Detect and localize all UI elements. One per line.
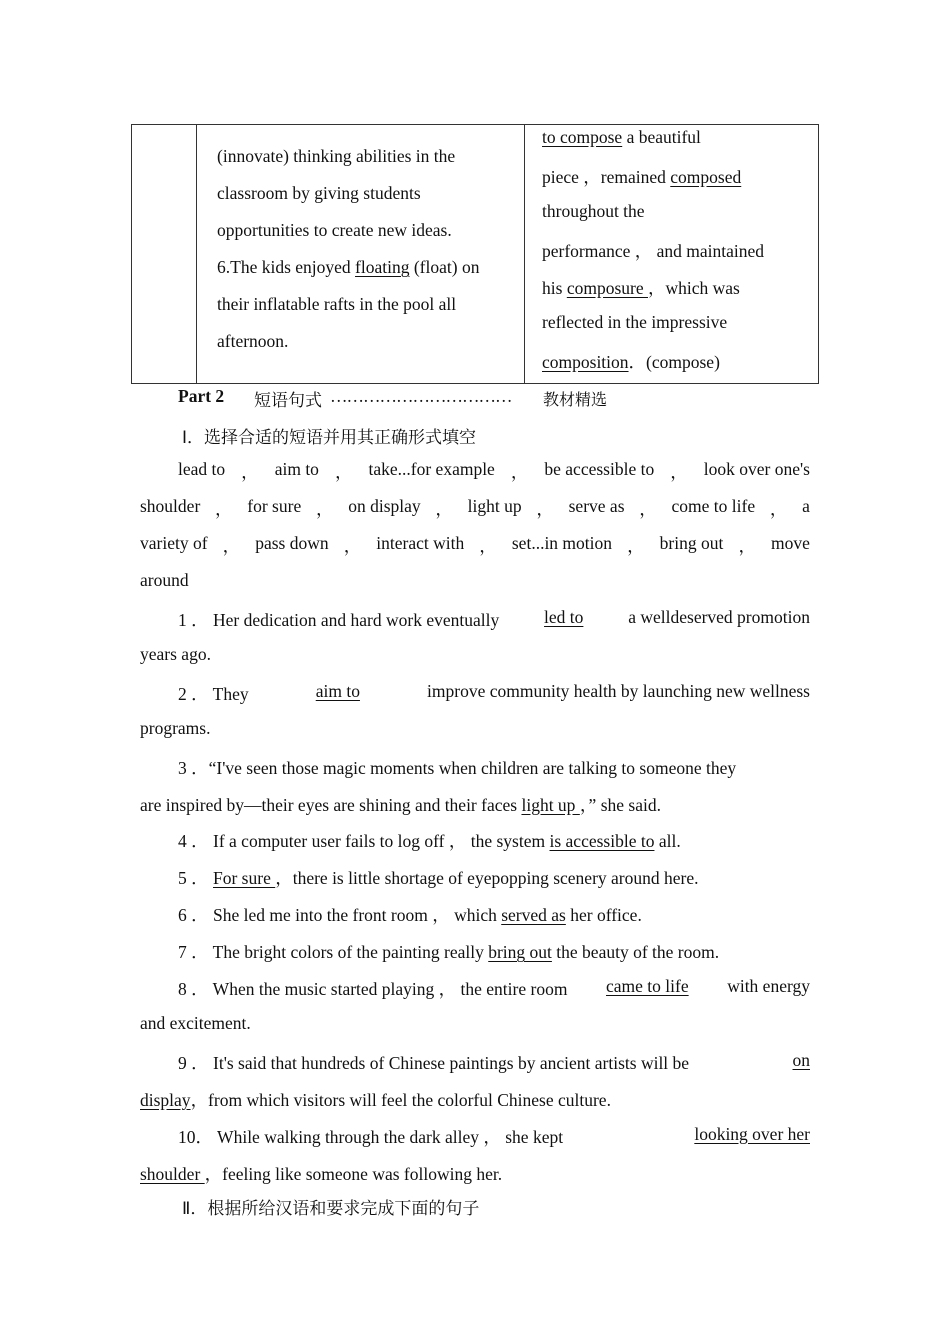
table-line [217, 331, 288, 352]
table-line [542, 201, 645, 222]
exercise-line [178, 902, 642, 927]
phrase-option: bring out [659, 532, 724, 553]
text-span: 6.The kids enjoyed [217, 257, 356, 277]
phrase-option: be accessible to [544, 459, 655, 479]
exercise-line [140, 1013, 251, 1034]
separator: ， [627, 535, 645, 556]
phrase-option: a [802, 495, 810, 516]
exercise-line [178, 755, 810, 780]
text-span: 4 ． If a computer user fails to log off ， the system [178, 831, 550, 852]
exercise-line [140, 1087, 611, 1112]
part-label: Part 2 [178, 386, 225, 406]
answer-blank: For sure [213, 868, 276, 889]
phrase-option: set...in motion [511, 532, 613, 553]
text-span: the beauty of the room. [551, 942, 720, 963]
text-span: reflected in the impressive [542, 312, 728, 332]
phrase-option: move [771, 532, 810, 553]
table-divider [196, 125, 197, 383]
separator: ， [738, 535, 756, 556]
text-span: years ago. [140, 643, 211, 664]
phrase-option: light up [467, 495, 522, 516]
table-line [217, 146, 455, 167]
exercise-line [140, 718, 210, 739]
text-span: a beautiful [622, 127, 701, 147]
text-span: afternoon. [217, 331, 289, 351]
phrase-option: shoulder [140, 495, 201, 516]
separator: ， [536, 498, 554, 519]
text-span: (float) on [409, 257, 480, 277]
separator: ， [769, 498, 788, 519]
separator: ， [670, 462, 688, 482]
exercise-line [178, 976, 810, 1001]
phrase-bank-line [140, 533, 810, 558]
answer-blank: composition [542, 352, 629, 372]
text-span: ，” she said. [579, 794, 661, 815]
text-span: their inflatable rafts in the pool all [217, 294, 457, 314]
answer-blank: is accessible to [549, 831, 655, 852]
answer-blank: led to [544, 607, 584, 627]
table-line [542, 349, 720, 374]
phrase-option: lead to [178, 459, 226, 479]
text-span: 3 ．“I've seen those magic moments when children are talking to someone they [178, 757, 737, 778]
text-span: (innovate) thinking abilities in the [217, 146, 456, 166]
answer-blank: bring out [488, 942, 552, 963]
answer-blank: came to life [606, 976, 689, 996]
answer-blank: floating [355, 257, 410, 277]
phrase-option: pass down [255, 532, 329, 553]
answer-blank: display [140, 1089, 191, 1110]
answer-blank: composed [670, 167, 742, 187]
exercise-line [140, 1161, 502, 1186]
separator: ， [435, 498, 453, 519]
answer-blank: composure [566, 278, 648, 298]
text-span: ，from which visitors will feel the colorful Chinese culture. [190, 1089, 611, 1110]
text-span: ．(compose) [628, 352, 720, 372]
separator: ， [343, 535, 362, 556]
text-span: her office. [565, 905, 642, 926]
phrase-option: come to life [671, 495, 756, 516]
phrase-option: variety of [140, 532, 208, 553]
text-span: 7 ． The bright colors of the painting really [178, 942, 489, 963]
text-span: ，feeling like someone was following her. [204, 1163, 503, 1184]
text-span: improve community health by launching new wellness [427, 680, 810, 701]
text-span: programs. [140, 717, 211, 738]
table-line [217, 183, 421, 204]
text-span: 10． While walking through the dark alley ， she kept [178, 1126, 564, 1147]
text-span: are inspired by—their eyes are shining and their faces [140, 794, 522, 815]
answer-blank: shoulder [140, 1163, 205, 1184]
exercise-line [178, 1124, 810, 1149]
separator: ， [222, 535, 241, 556]
text-span: ，there is little shortage of eyepopping scenery around here. [275, 868, 699, 889]
exercise-line [178, 681, 810, 706]
text-span: all. [654, 831, 681, 852]
phrase-option: on display [348, 495, 421, 516]
text-span: classroom by giving students [217, 183, 421, 203]
phrase-bank-line [140, 570, 189, 591]
phrase-option: serve as [568, 495, 625, 516]
phrase-bank-line [140, 496, 810, 521]
text-span: his [542, 278, 567, 298]
text-span: opportunities to create new ideas. [217, 220, 452, 240]
part-title: 短语句式 [254, 391, 322, 411]
exercise-line [178, 1050, 810, 1075]
phrase-option: aim to [274, 459, 319, 479]
table-line [542, 164, 741, 189]
text-span: 6 ． She led me into the front room ， which [178, 905, 502, 926]
exercise-line [140, 792, 661, 817]
leader-dots: …………………………… [330, 386, 512, 406]
phrase-option: take...for example [368, 459, 495, 479]
exercise-line [178, 607, 810, 632]
text-span: throughout the [542, 201, 645, 221]
answer-blank: light up [521, 794, 580, 815]
text-span: a welldeserved promotion [628, 607, 810, 627]
text-span: with energy [727, 976, 810, 996]
answer-blank: on [792, 1049, 810, 1070]
table-line [542, 275, 740, 300]
text-span: and excitement. [140, 1012, 251, 1033]
text-span: 1 ． Her dedication and hard work eventually [178, 610, 500, 630]
part-tag: 教材精选 [543, 390, 608, 409]
table-line [542, 127, 701, 148]
text-span: performance ， and maintained [542, 241, 765, 261]
phrase-bank-line [178, 459, 810, 484]
exercise-line [178, 828, 681, 853]
section-heading-1: Ⅰ．选择合适的短语并用其正确形式填空 [182, 428, 477, 448]
phrase-option: interact with [376, 532, 465, 553]
separator: ， [334, 462, 353, 482]
answer-blank: aim to [315, 680, 360, 701]
phrase-option: around [140, 569, 189, 590]
exercise-line [178, 939, 719, 964]
exercise-line [140, 644, 211, 665]
separator: ， [315, 498, 334, 519]
text-span: 8 ． When the music started playing ， the entire room [178, 979, 568, 999]
text-span: 9 ． It's said that hundreds of Chinese paintings by ancient artists will be [178, 1052, 690, 1073]
table-line [542, 238, 764, 263]
separator: ， [241, 462, 259, 482]
separator: ， [215, 498, 233, 519]
table-line [217, 257, 479, 278]
table-line [217, 294, 456, 315]
text-span: piece ，remained [542, 167, 671, 187]
separator: ， [479, 535, 497, 556]
separator: ， [639, 498, 657, 519]
text-span: 2 ． They [178, 683, 249, 704]
exercise-line [178, 865, 698, 890]
phrase-option: for sure [247, 495, 302, 516]
phrase-option: look over one's [703, 459, 810, 479]
section-heading-2: Ⅱ．根据所给汉语和要求完成下面的句子 [182, 1199, 480, 1219]
table-line [217, 220, 452, 241]
separator: ， [510, 462, 529, 482]
text-span: ，which was [647, 278, 740, 298]
answer-blank: served as [501, 905, 566, 926]
answer-blank: to compose [542, 127, 623, 147]
table-divider [524, 125, 525, 383]
answer-blank: looking over her [694, 1123, 810, 1144]
table-line [542, 312, 727, 333]
text-span: 5 ． [178, 868, 213, 889]
